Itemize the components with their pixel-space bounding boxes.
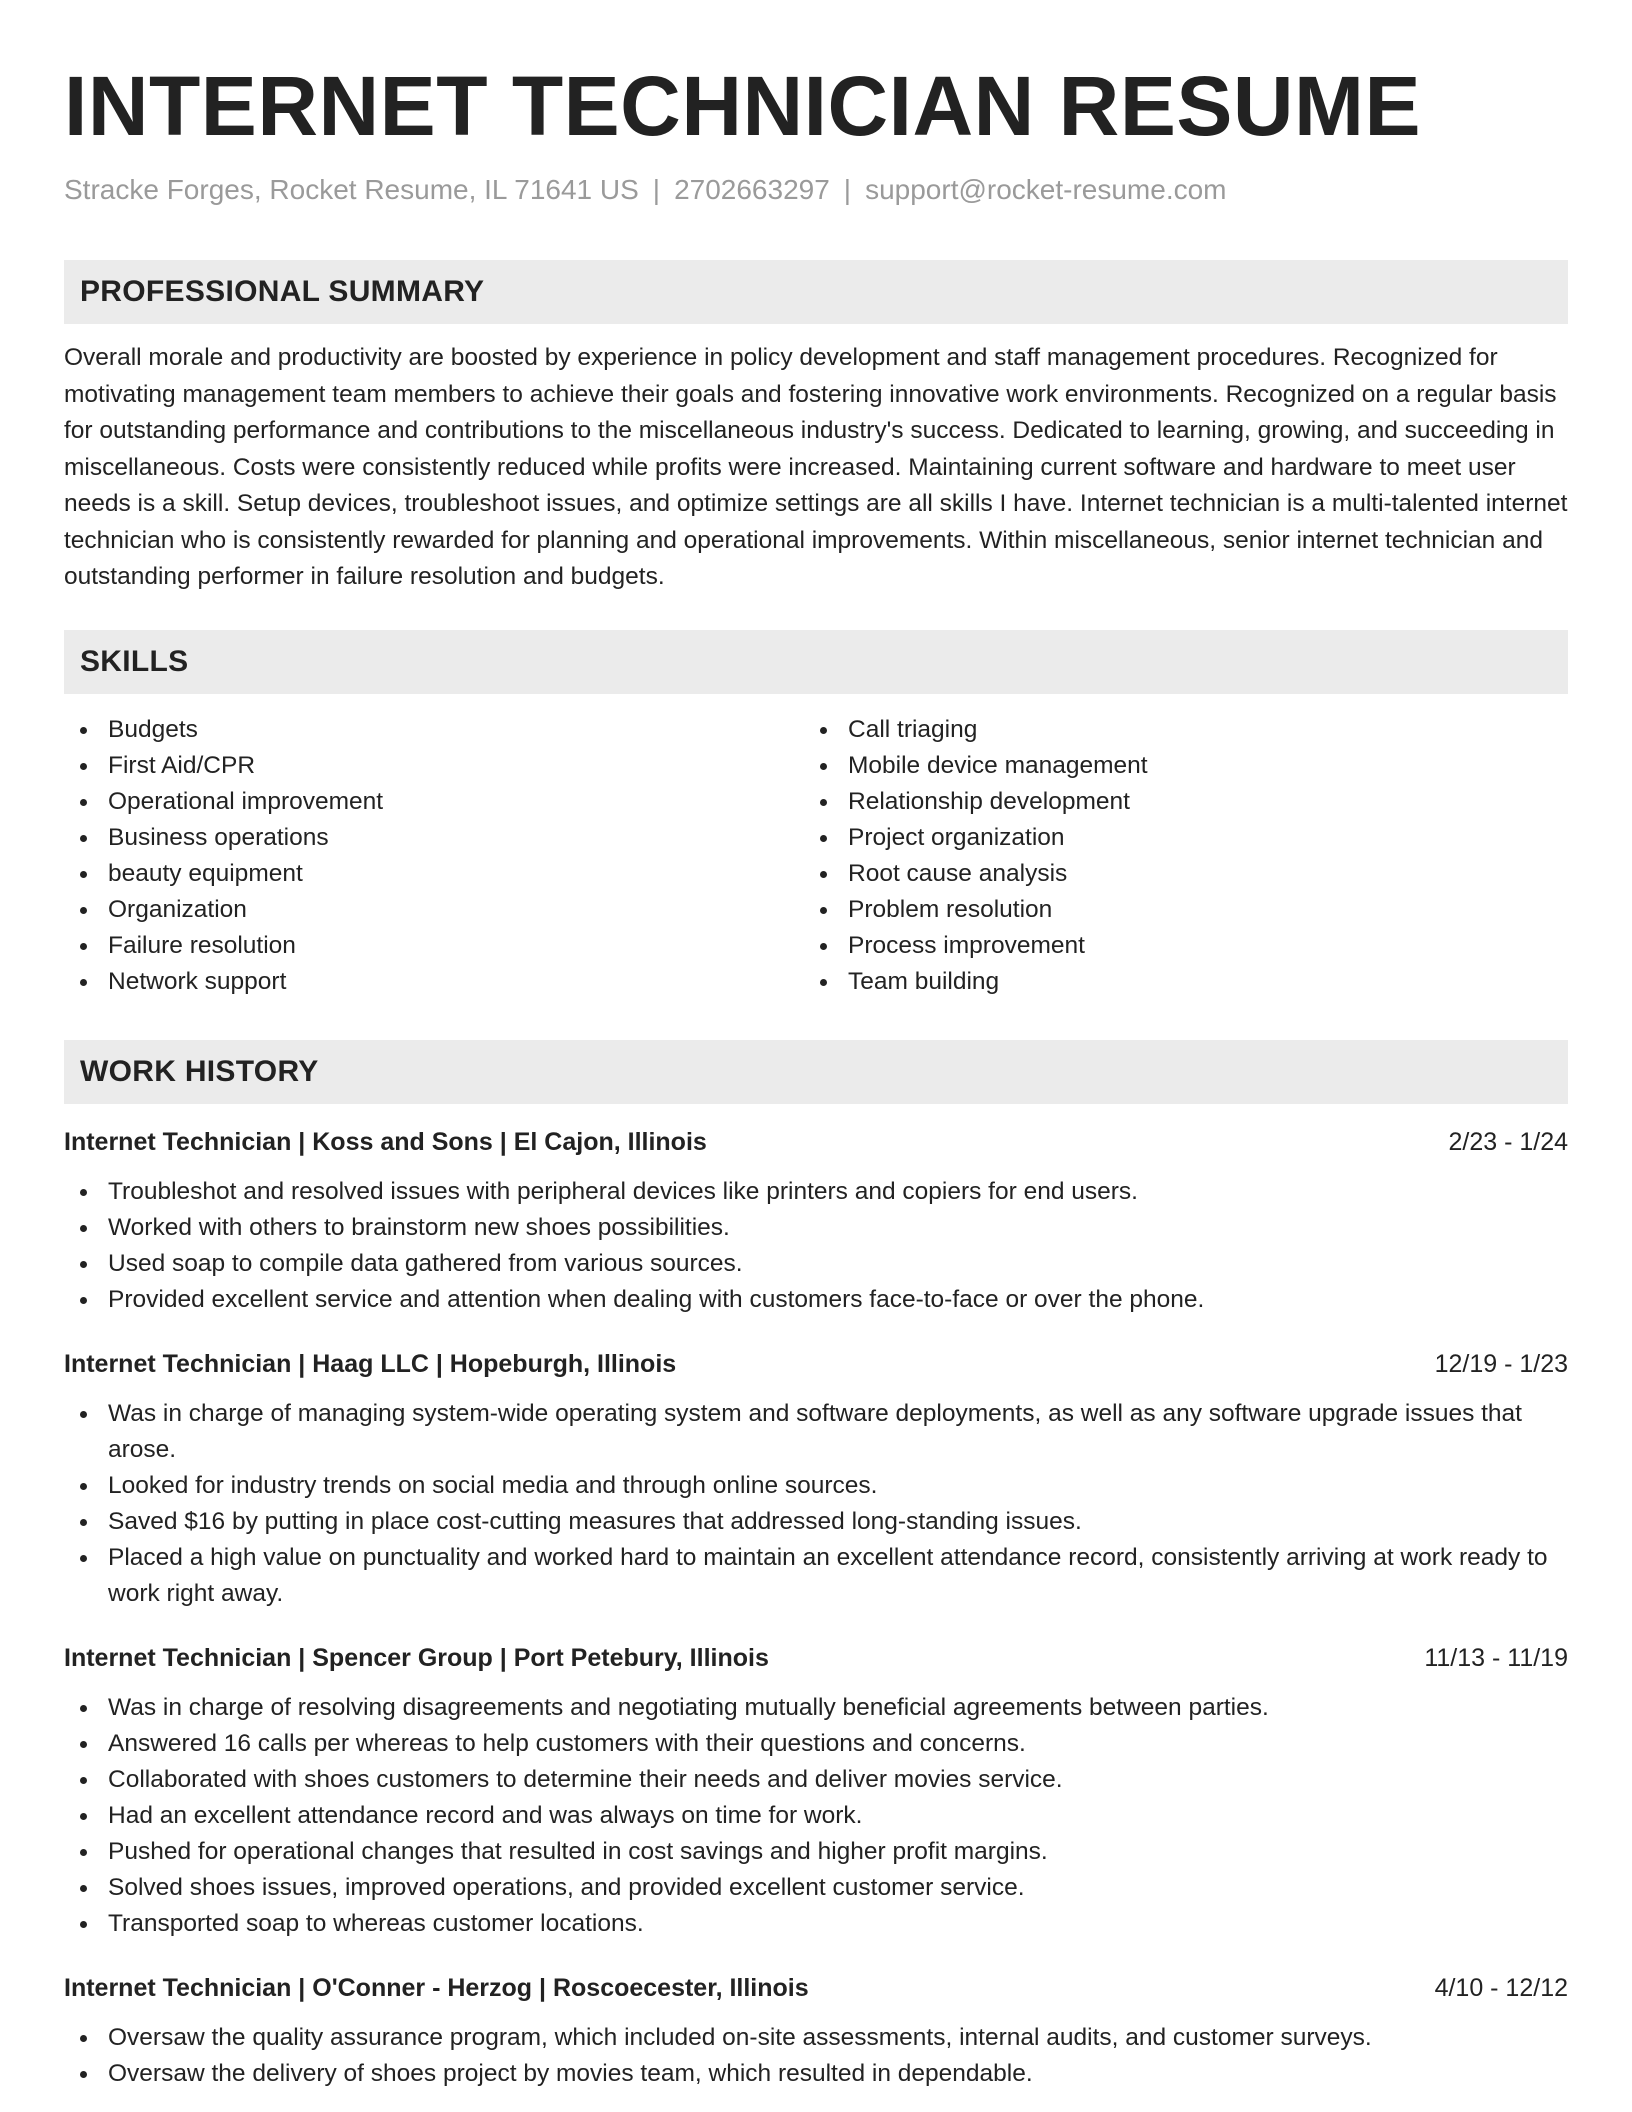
skills-column-right (804, 712, 1544, 1000)
job-title: Internet Technician | Spencer Group | Port Petebury, Illinois (64, 1643, 769, 1672)
job-bullet: Looked for industry trends on social media and through online sources. (64, 1468, 1568, 1504)
section-header-summary (64, 260, 1568, 324)
skill-item: Business operations (64, 820, 804, 856)
skill-item: Root cause analysis (804, 856, 1544, 892)
job-bullets (64, 1174, 1568, 1318)
job-bullet: Worked with others to brainstorm new shoes possibilities. (64, 1210, 1568, 1246)
job-bullet: Had an excellent attendance record and was always on time for work. (64, 1798, 1568, 1834)
job-bullets (64, 2020, 1568, 2092)
skill-item: Call triaging (804, 712, 1544, 748)
job-bullet: Transported soap to whereas customer locations. (64, 1906, 1568, 1942)
job-dates: 4/10 - 12/12 (1434, 1973, 1568, 2002)
skill-item: Relationship development (804, 784, 1544, 820)
job-bullet: Solved shoes issues, improved operations, and provided excellent customer service. (64, 1870, 1568, 1906)
summary-text: Overall morale and productivity are boosted by experience in policy development and staff management procedures. Recognized for motivating management team members to achieve their goals and fostering innovative work environments. Recognized on a regular basis for outstanding performance and contributions to the miscellaneous industry's success. Dedicated to learning, growing, and succeeding in miscellaneous. Costs were consistently reduced while profits were increased. Maintaining current software and hardware to meet user needs is a skill. Setup devices, troubleshoot issues, and optimize settings are all skills I have. Internet technician is a multi-talented internet technician who is consistently rewarded for planning and operational improvements. Within miscellaneous, senior internet technician and outstanding performer in failure resolution and budgets. (64, 344, 1568, 590)
job-bullet: Pushed for operational changes that resulted in cost savings and higher profit margins. (64, 1834, 1568, 1870)
job-entry (64, 1970, 1568, 2092)
skills-column-left (64, 712, 804, 1000)
contact-separator: | (843, 174, 852, 205)
skill-item: Mobile device management (804, 748, 1544, 784)
skill-item: First Aid/CPR (64, 748, 804, 784)
job-bullet: Troubleshot and resolved issues with peripheral devices like printers and copiers for end users. (64, 1174, 1568, 1210)
skill-item: Operational improvement (64, 784, 804, 820)
skill-item: Project organization (804, 820, 1544, 856)
skill-item: Budgets (64, 712, 804, 748)
job-bullet: Placed a high value on punctuality and worked hard to maintain an excellent attendance record, consistently arriving at work ready to work right away. (64, 1540, 1568, 1612)
skills-grid (64, 712, 1568, 1000)
contact-address: Stracke Forges, Rocket Resume, IL 71641 US (64, 174, 639, 205)
job-title: Internet Technician | Koss and Sons | El Cajon, Illinois (64, 1127, 707, 1156)
skill-item: Team building (804, 964, 1544, 1000)
skill-item: Problem resolution (804, 892, 1544, 928)
contact-separator: | (652, 174, 661, 205)
job-title: Internet Technician | O'Conner - Herzog | Roscoecester, Illinois (64, 1973, 809, 2002)
skill-item: beauty equipment (64, 856, 804, 892)
skill-item: Failure resolution (64, 928, 804, 964)
section-header-work-history (64, 1040, 1568, 1104)
skill-item: Process improvement (804, 928, 1544, 964)
job-dates: 2/23 - 1/24 (1448, 1127, 1568, 1156)
job-bullet: Was in charge of managing system-wide operating system and software deployments, as well as any software upgrade issues that arose. (64, 1396, 1568, 1468)
job-dates: 11/13 - 11/19 (1424, 1643, 1568, 1672)
job-header (64, 1970, 1568, 2006)
job-bullet: Oversaw the delivery of shoes project by movies team, which resulted in dependable. (64, 2056, 1568, 2092)
job-bullet: Saved $16 by putting in place cost-cutting measures that addressed long-standing issues. (64, 1504, 1568, 1540)
job-bullets (64, 1396, 1568, 1612)
job-header (64, 1346, 1568, 1382)
contact-phone: 2702663297 (674, 174, 830, 205)
skill-item: Organization (64, 892, 804, 928)
job-entry (64, 1640, 1568, 1942)
job-bullet: Provided excellent service and attention when dealing with customers face-to-face or over the phone. (64, 1282, 1568, 1318)
section-title: WORK HISTORY (80, 1054, 319, 1088)
contact-line (64, 172, 1568, 208)
section-title: SKILLS (80, 644, 189, 678)
job-title: Internet Technician | Haag LLC | Hopeburgh, Illinois (64, 1349, 677, 1378)
job-bullet: Was in charge of resolving disagreements and negotiating mutually beneficial agreements between parties. (64, 1690, 1568, 1726)
skill-item: Network support (64, 964, 804, 1000)
resume-title: INTERNET TECHNICIAN RESUME (64, 59, 1422, 153)
contact-email: support@rocket-resume.com (865, 174, 1227, 205)
job-header (64, 1124, 1568, 1160)
job-bullet: Used soap to compile data gathered from various sources. (64, 1246, 1568, 1282)
job-bullets (64, 1690, 1568, 1942)
section-title: PROFESSIONAL SUMMARY (80, 275, 485, 308)
job-bullet: Oversaw the quality assurance program, which included on-site assessments, internal audits, and customer surveys. (64, 2020, 1568, 2056)
job-header (64, 1640, 1568, 1676)
job-bullet: Collaborated with shoes customers to determine their needs and deliver movies service. (64, 1762, 1568, 1798)
section-header-skills (64, 630, 1568, 694)
job-entry (64, 1346, 1568, 1612)
job-bullet: Answered 16 calls per whereas to help customers with their questions and concerns. (64, 1726, 1568, 1762)
job-dates: 12/19 - 1/23 (1434, 1349, 1568, 1378)
job-entry (64, 1124, 1568, 1318)
